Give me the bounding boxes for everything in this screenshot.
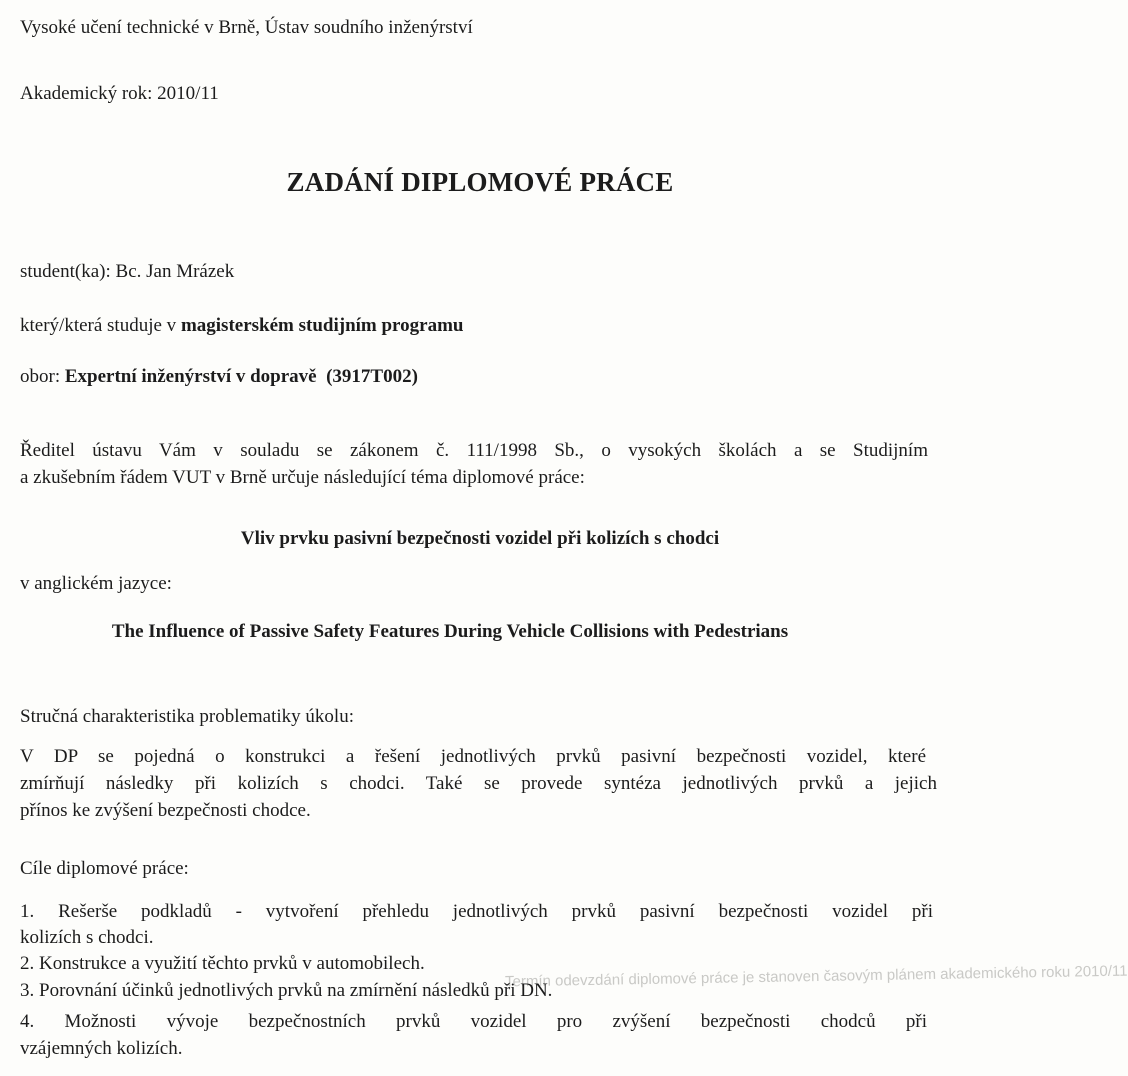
english-label: v anglickém jazyce: xyxy=(20,573,172,594)
intro-line-2: a zkušebním řádem VUT v Brně určuje následující téma diplomové práce: xyxy=(20,467,585,488)
goal-item-4-line-1: 4. Možnosti vývoje bezpečnostních prvků vozidel pro zvýšení bezpečnosti chodců při xyxy=(20,1011,927,1032)
goal-item-3: 3. Porovnání účinků jednotlivých prvků na zmírnění následků při DN. xyxy=(20,980,553,1001)
goal-item-1-line-1: 1. Rešerše podkladů - vytvoření přehledu jednotlivých prvků pasivní bezpečnosti vozidel při xyxy=(20,901,933,922)
goal-item-2: 2. Konstrukce a využití těchto prvků v automobilech. xyxy=(20,953,425,974)
thesis-title-english: The Influence of Passive Safety Features During Vehicle Collisions with Pedestrians xyxy=(111,621,789,642)
program-prefix: který/která studuje v xyxy=(20,315,181,336)
characteristics-heading: Stručná charakteristika problematiky úkolu: xyxy=(20,706,354,727)
field-line xyxy=(20,366,418,388)
characteristics-line-2: zmírňují následky při kolizích s chodci. Také se provede syntéza jednotlivých prvků a jejich xyxy=(20,773,937,794)
goal-item-1-line-2: kolizích s chodci. xyxy=(20,927,154,948)
characteristics-line-3: přínos ke zvýšení bezpečnosti chodce. xyxy=(20,800,311,821)
field-prefix: obor: xyxy=(20,366,65,387)
field-value: Expertní inženýrství v dopravě (3917T002) xyxy=(64,366,418,387)
bleed-through-text: Termín odevzdání diplomové práce je stanoven časovým plánem akademického roku 2010/11 xyxy=(504,962,1128,991)
program-value: magisterském studijním programu xyxy=(180,315,464,336)
student-line xyxy=(20,261,234,283)
thesis-title-czech: Vliv prvku pasivní bezpečnosti vozidel při kolizích s chodci xyxy=(240,528,720,549)
program-line xyxy=(20,315,463,337)
student-label: student(ka): xyxy=(20,261,111,282)
academic-year: Akademický rok: 2010/11 xyxy=(20,83,219,104)
institution-header: Vysoké učení technické v Brně, Ústav soudního inženýrství xyxy=(20,17,473,38)
document-title: ZADÁNÍ DIPLOMOVÉ PRÁCE xyxy=(286,167,674,197)
intro-line-1: Ředitel ústavu Vám v souladu se zákonem č. 111/1998 Sb., o vysokých školách a se Studijním xyxy=(20,440,928,461)
characteristics-line-1: V DP se pojedná o konstrukci a řešení jednotlivých prvků pasivní bezpečnosti vozidel, které xyxy=(20,746,926,767)
goal-item-4-line-2: vzájemných kolizích. xyxy=(20,1038,183,1059)
goals-heading: Cíle diplomové práce: xyxy=(20,858,189,879)
student-name: Bc. Jan Mrázek xyxy=(115,261,235,282)
